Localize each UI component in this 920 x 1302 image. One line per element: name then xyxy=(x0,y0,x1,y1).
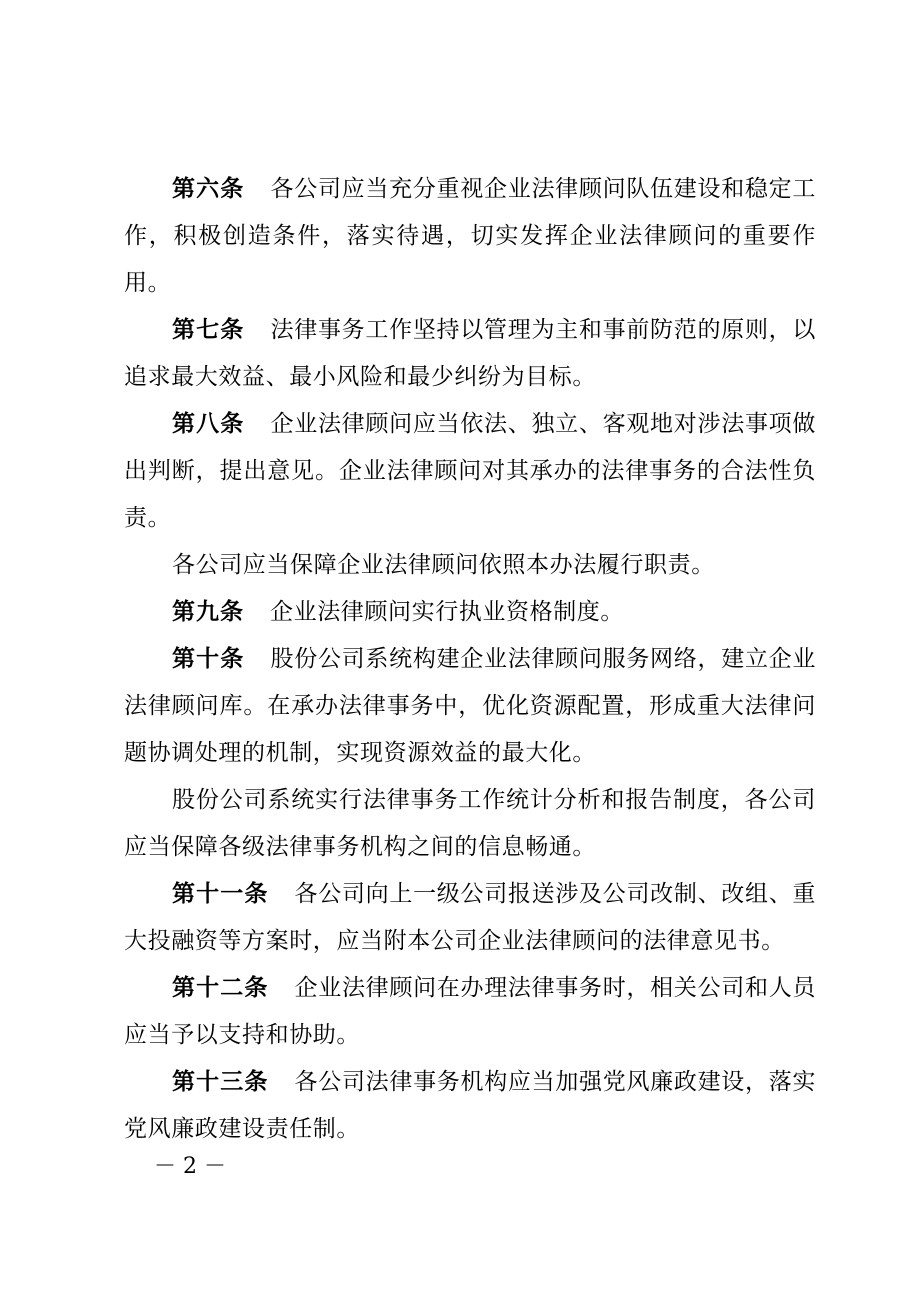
article-label: 第六条 xyxy=(172,176,245,202)
article-11-paragraph xyxy=(124,871,816,965)
article-label: 第十三条 xyxy=(172,1069,269,1095)
article-text: 企业法律顾问在办理法律事务时，相关公司和人员应当予以支持和协助。 xyxy=(124,975,817,1048)
article-text: 各公司法律事务机构应当加强党风廉政建设，落实党风廉政建设责任制。 xyxy=(124,1069,817,1142)
page-number: － 2 － xyxy=(154,1154,226,1179)
article-6-paragraph xyxy=(124,166,816,307)
article-label: 第八条 xyxy=(172,411,245,437)
article-text: 股份公司系统构建企业法律顾问服务网络，建立企业法律顾问库。在承办法律事务中，优化资源配置，形成重大法律问题协调处理的机制，实现资源效益的最大化。 xyxy=(124,646,816,766)
article-12-paragraph xyxy=(124,965,816,1059)
article-text: 法律事务工作坚持以管理为主和事前防范的原则，以追求最大效益、最小风险和最少纠纷为目标。 xyxy=(124,317,816,390)
article-9-paragraph xyxy=(124,589,816,636)
article-label: 第九条 xyxy=(172,599,244,625)
article-label: 第七条 xyxy=(172,317,245,343)
article-text: 各公司应当充分重视企业法律顾问队伍建设和稳定工作，积极创造条件，落实待遇，切实发挥企业法律顾问的重要作用。 xyxy=(124,176,816,296)
document-body xyxy=(124,166,816,1153)
article-label: 第十一条 xyxy=(172,881,269,907)
article-8-continuation-paragraph xyxy=(124,542,816,589)
paragraph-text: 各公司应当保障企业法律顾问依照本办法履行职责。 xyxy=(172,552,715,578)
article-10-paragraph xyxy=(124,636,816,777)
article-text: 企业法律顾问应当依法、独立、客观地对涉法事项做出判断，提出意见。企业法律顾问对其承办的法律事务的合法性负责。 xyxy=(124,411,816,531)
article-10-continuation-paragraph xyxy=(124,777,816,871)
article-label: 第十二条 xyxy=(172,975,269,1001)
article-7-paragraph xyxy=(124,307,816,401)
paragraph-text: 股份公司系统实行法律事务工作统计分析和报告制度，各公司应当保障各级法律事务机构之间的信息畅通。 xyxy=(124,787,816,860)
article-text: 各公司向上一级公司报送涉及公司改制、改组、重大投融资等方案时，应当附本公司企业法律顾问的法律意见书。 xyxy=(124,881,817,954)
article-text: 企业法律顾问实行执业资格制度。 xyxy=(270,599,624,625)
article-label: 第十条 xyxy=(172,646,245,672)
article-8-paragraph xyxy=(124,401,816,542)
article-13-paragraph xyxy=(124,1059,816,1153)
